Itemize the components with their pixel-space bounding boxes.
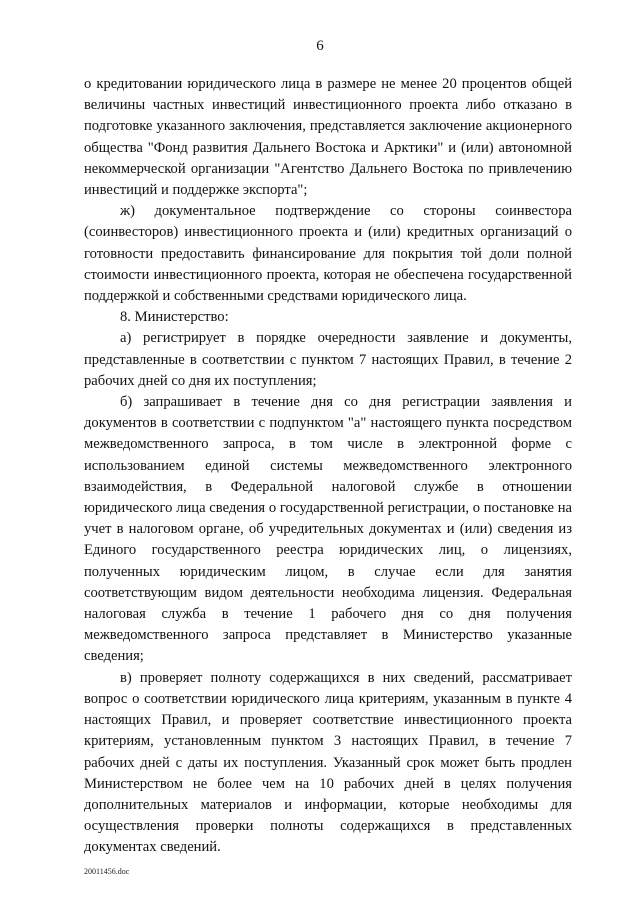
paragraph-item-v: в) проверяет полноту содержащихся в них сведений, рассматривает вопрос о соответствии юридического лица критериям, указанным в пункте 4 настоящих Правил, и проверяет соответствие инвестиционного проекта критериям, установленным пунктом 3 настоящих Правил, в течение 7 рабочих дней с даты их поступления. Указанный срок может быть продлен Министерством не более чем на 10 рабочих дней в целях получения дополнительных материалов и информации, которые необходимы для осуществления проверки полноты содержащихся в представленных документах сведений. [84,669,572,856]
section-heading-8: 8. Министерство: [120,309,229,326]
paragraph-item-zh: ж) документальное подтверждение со стороны соинвестора (соинвесторов) инвестиционного проекта и (или) кредитных организаций о готовности предоставить финансирование для покрытия той доли полной стоимости инвестиционного проекта, которая не обеспечена государственной поддержкой и собственными средствами юридического лица. [84,203,572,305]
paragraph-item-b: б) запрашивает в течение дня со дня регистрации заявления и документов в соответствии с подпунктом "а" настоящего пункта посредством межведомственного запроса, в том числе в электронной форме с использованием единой системы межведомственного электронного взаимодействия, в Федеральной налоговой службе в отношении юридического лица сведения о государственной регистрации, о постановке на учет в налоговом органе, об учредительных документах и (или) сведения из Единого государственного реестра юридических лиц, о лицензиях, полученных юридическим лицом, в случае если для занятия соответствующим видом деятельности необходима лицензия. Федеральная налоговая служба в течение 1 рабочего дня со дня получения межведомственного запроса представляет в Министерство указанные сведения; [84,394,572,665]
paragraph-continuation: о кредитовании юридического лица в размере не менее 20 процентов общей величины частных инвестиций инвестиционного проекта либо отказано в подготовке указанного заключения, представляется заключение акционерного общества "Фонд развития Дальнего Востока и Арктики" и (или) автономной некоммерческой организации "Агентство Дальнего Востока по привлечению инвестиций и поддержке экспорта"; [84,76,572,199]
paragraph-item-a: а) регистрирует в порядке очередности заявление и документы, представленные в соответствии с пунктом 7 настоящих Правил, в течение 2 рабочих дней со дня их поступления; [84,330,572,389]
footer-filename: 20011456.doc [84,867,130,876]
page-number: 6 [316,38,324,54]
document-body [84,74,572,859]
